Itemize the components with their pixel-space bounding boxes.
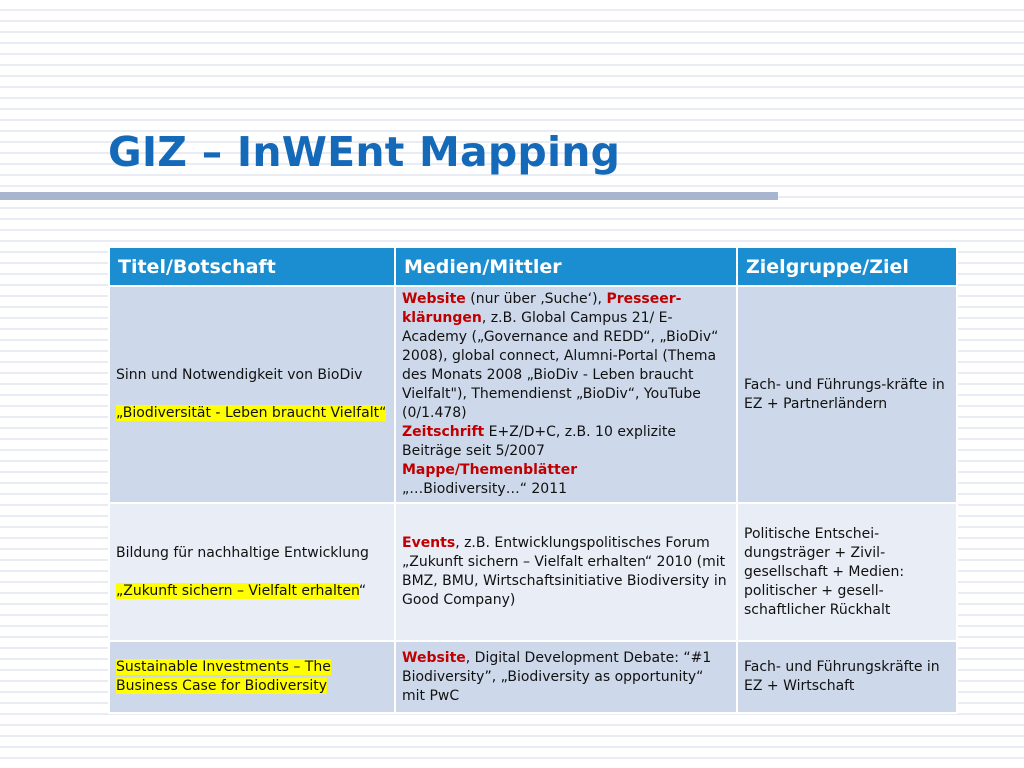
header-titel-botschaft: Titel/Botschaft [109, 247, 395, 286]
medien-text: „…Biodiversity…“ 2011 [402, 481, 568, 497]
medien-text: (nur über ‚Suche‘), [465, 291, 607, 307]
cell-ziel: Politische Entschei-dungsträger + Zivil-gesellschaft + Medien: politischer + gesell-schaftlicher Rückhalt [737, 503, 957, 641]
mapping-table [108, 246, 958, 714]
medien-text: , Digital Development Debate: “#1 Biodiversity”, „Biodiversity as opportunity“ mit PwC [402, 649, 712, 704]
titel-text: “ [358, 582, 367, 599]
medien-mappe-label: Mappe/Themenblätter [402, 462, 578, 478]
cell-titel [109, 641, 395, 713]
slide-title: GIZ – InWEnt Mapping [108, 128, 621, 176]
cell-medien [395, 503, 737, 641]
titel-text: Bildung für nachhaltige Entwicklung [116, 544, 369, 561]
table-header-row [109, 247, 957, 286]
medien-presse-label: Presseer-klärungen [402, 291, 682, 326]
header-medien-mittler: Medien/Mittler [395, 247, 737, 286]
medien-text: , z.B. Global Campus 21/ E-Academy („Governance and REDD“, „BioDiv“ 2008), global connect, Alumni-Portal (Thema des Monats 2008 „BioDiv - Leben braucht Vielfalt"), Themendienst „BioDiv“, YouTube (0/1.478) [402, 310, 719, 421]
header-zielgruppe-ziel: Zielgruppe/Ziel [737, 247, 957, 286]
titel-highlight: „Zukunft sichern – Vielfalt erhalten [116, 582, 359, 599]
medien-website-label: Website [402, 291, 466, 307]
titel-highlight: Sustainable Investments – The Business Case for Biodiversity [116, 659, 331, 694]
cell-medien [395, 641, 737, 713]
cell-ziel: Fach- und Führungskräfte in EZ + Wirtschaft [737, 641, 957, 713]
cell-ziel: Fach- und Führungs-kräfte in EZ + Partnerländern [737, 286, 957, 503]
table-row [109, 286, 957, 503]
titel-highlight: „Biodiversität - Leben braucht Vielfalt“ [116, 405, 387, 421]
medien-website-label: Website [402, 649, 466, 666]
cell-medien [395, 286, 737, 503]
titel-text: Sinn und Notwendigkeit von BioDiv [116, 367, 363, 383]
title-divider [0, 192, 778, 200]
medien-text: E+Z/D+C, z.B. 10 explizite Beiträge seit 5/2007 [402, 424, 676, 459]
table-row [109, 503, 957, 641]
cell-titel [109, 503, 395, 641]
cell-titel [109, 286, 395, 503]
medien-zeitschrift-label: Zeitschrift [402, 424, 485, 440]
medien-text: , z.B. Entwicklungspolitisches Forum „Zukunft sichern – Vielfalt erhalten“ 2010 (mit BMZ, BMU, Wirtschaftsinitiative Biodiversity in Good Company) [402, 535, 727, 608]
table-row [109, 641, 957, 713]
medien-events-label: Events [402, 535, 456, 551]
